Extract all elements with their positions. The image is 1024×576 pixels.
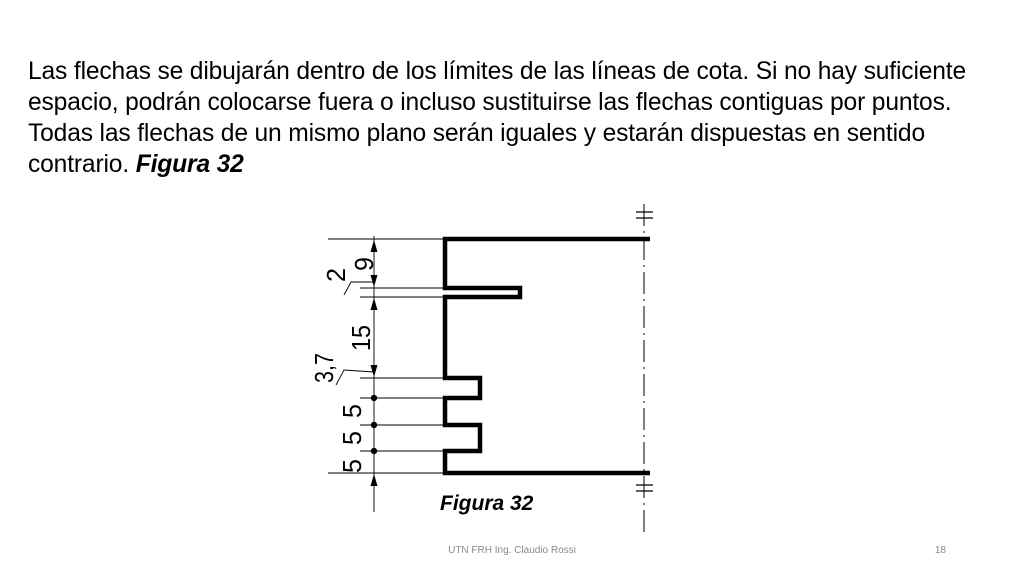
dot-225 bbox=[371, 422, 377, 428]
arrow-178-up bbox=[371, 365, 378, 377]
figure-reference: Figura 32 bbox=[135, 151, 244, 178]
arrow-97-down bbox=[371, 298, 378, 310]
footer-text: UTN FRH Ing. Claudio Rossi bbox=[448, 545, 576, 556]
arrow-88-up bbox=[371, 275, 378, 287]
arrow-top bbox=[371, 240, 378, 252]
dim-5-c: 5 bbox=[337, 458, 367, 473]
dim-2: 2 bbox=[321, 267, 351, 282]
part-outline bbox=[445, 239, 650, 473]
page-number: 18 bbox=[934, 545, 946, 556]
dot-198 bbox=[371, 395, 377, 401]
leader-3-7 bbox=[336, 370, 374, 385]
dot-251 bbox=[371, 448, 377, 454]
dim-5-b: 5 bbox=[337, 430, 367, 445]
dim-5-a: 5 bbox=[337, 403, 367, 418]
technical-drawing-figure bbox=[290, 200, 690, 540]
dim-9: 9 bbox=[349, 256, 379, 271]
leader-2 bbox=[344, 282, 374, 295]
dim-3-7: 3,7 bbox=[309, 346, 339, 383]
figure-caption: Figura 32 bbox=[440, 492, 534, 515]
body-paragraph bbox=[28, 56, 1008, 180]
paragraph-text: Las flechas se dibujarán dentro de los límites de las líneas de cota. Si no hay suficiente espacio, podrán colocarse fuera o incluso sustituirse las flechas contiguas por puntos. Todas las flechas de un mismo plano serán iguales y estarán dispuestas en sentido contrario. bbox=[28, 58, 967, 178]
arrow-273-up bbox=[371, 474, 378, 486]
dim-15: 15 bbox=[346, 322, 376, 351]
